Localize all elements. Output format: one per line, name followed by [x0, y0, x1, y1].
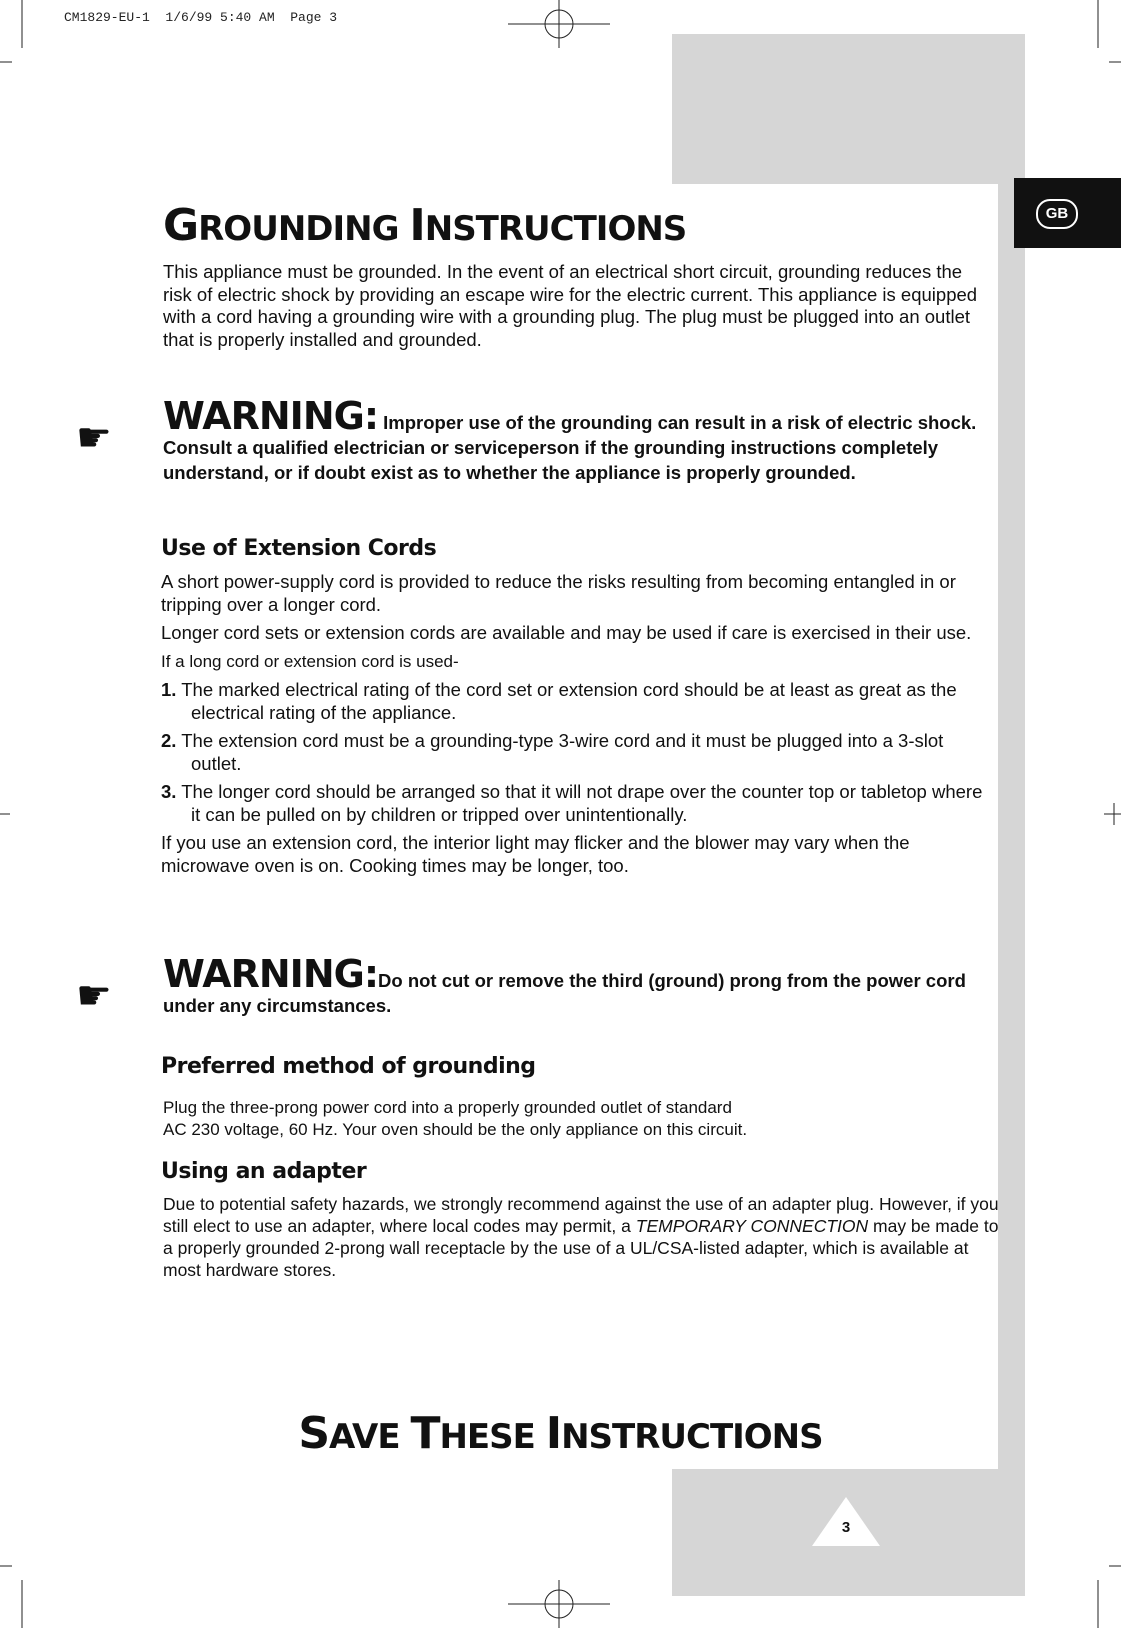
warning-text: Do not cut or remove the third (ground) prong from the power cord under any circumstances.: [163, 970, 966, 1016]
warning-block-2: [163, 952, 978, 1018]
adapter-heading: Using an adapter: [161, 1159, 367, 1184]
title-part: AVE: [329, 1417, 411, 1457]
pointing-hand-icon: ☛: [76, 974, 112, 1018]
title-part: NSTRUCTIONS: [424, 209, 687, 249]
warning-label: WARNING:: [163, 952, 379, 996]
list-text: The marked electrical rating of the cord set or extension cord should be at least as great as the electrical rating of the appliance.: [181, 679, 957, 723]
list-text: The extension cord must be a grounding-type 3-wire cord and it must be plugged into a 3-slot outlet.: [181, 730, 944, 774]
title-part: ROUNDING: [198, 209, 410, 249]
title-part: NSTRUCTIONS: [561, 1417, 823, 1457]
list-item: [161, 730, 991, 775]
list-text: The longer cord should be arranged so that it will not drape over the counter top or tabletop where it can be pulled on by children or tripped over unintentionally.: [181, 781, 983, 825]
list-number: 2.: [161, 730, 177, 751]
extension-paragraph: A short power-supply cord is provided to reduce the risks resulting from becoming entangled in or tripping over a longer cord.: [161, 571, 956, 615]
extension-paragraph: If you use an extension cord, the interior light may flicker and the blower may vary when the microwave oven is on. Cooking times may be longer, too.: [161, 832, 910, 876]
warning-text: Improper use of the grounding can result in a risk of electric shock. Consult a qualified electrician or serviceperson if the grounding instructions completely understand, or if doubt exist as to whether the appliance is properly grounded.: [163, 412, 977, 483]
preferred-heading: Preferred method of grounding: [161, 1054, 536, 1079]
extension-paragraph: Longer cord sets or extension cords are available and may be used if care is exercised in their use.: [161, 622, 972, 643]
warning-label: WARNING:: [163, 394, 379, 438]
title-cap: T: [410, 1408, 440, 1459]
title-cap: G: [163, 200, 199, 251]
preferred-line: AC 230 voltage, 60 Hz. Your oven should be the only appliance on this circuit.: [163, 1120, 748, 1139]
save-instructions-title: [0, 1408, 1121, 1459]
extension-paragraph: If a long cord or extension cord is used-: [161, 651, 459, 671]
list-number: 3.: [161, 781, 177, 802]
page-title: [163, 200, 686, 251]
list-number: 1.: [161, 679, 177, 700]
list-item: [161, 781, 991, 826]
extension-section: [161, 571, 991, 883]
adapter-text: Due to potential safety hazards, we strongly recommend against the use of an adapter plug. However, if you still elect to use an adapter, where local codes may permit, a: [163, 1194, 999, 1236]
language-badge: GB: [1036, 199, 1078, 229]
adapter-emphasis: TEMPORARY CONNECTION: [635, 1216, 869, 1236]
title-cap: I: [409, 200, 425, 251]
preferred-line: Plug the three-prong power cord into a properly grounded outlet of standard: [163, 1098, 732, 1117]
preferred-paragraph: [163, 1097, 983, 1141]
margin-band-top: [672, 34, 1025, 184]
page-number: 3: [841, 1519, 851, 1536]
title-cap: S: [298, 1408, 330, 1459]
warning-block-1: [163, 394, 978, 485]
adapter-paragraph: [163, 1193, 1003, 1281]
print-slug: CM1829-EU-1 1/6/99 5:40 AM Page 3: [64, 10, 338, 25]
title-cap: I: [545, 1408, 562, 1459]
list-item: [161, 679, 991, 724]
intro-paragraph: This appliance must be grounded. In the event of an electrical short circuit, grounding reduces the risk of electric shock by providing an escape wire for the electric current. This appliance is equipped with a cord having a grounding wire with a grounding plug. The plug must be plugged into an outlet that is properly installed and grounded.: [163, 261, 978, 350]
title-part: HESE: [439, 1417, 546, 1457]
pointing-hand-icon: ☛: [76, 416, 112, 460]
extension-heading: Use of Extension Cords: [161, 536, 437, 561]
adapter-text: may be made to a properly grounded 2-prong wall receptacle by the use of a UL/CSA-listed adapter, which is available at most hardware stores.: [163, 1216, 999, 1280]
